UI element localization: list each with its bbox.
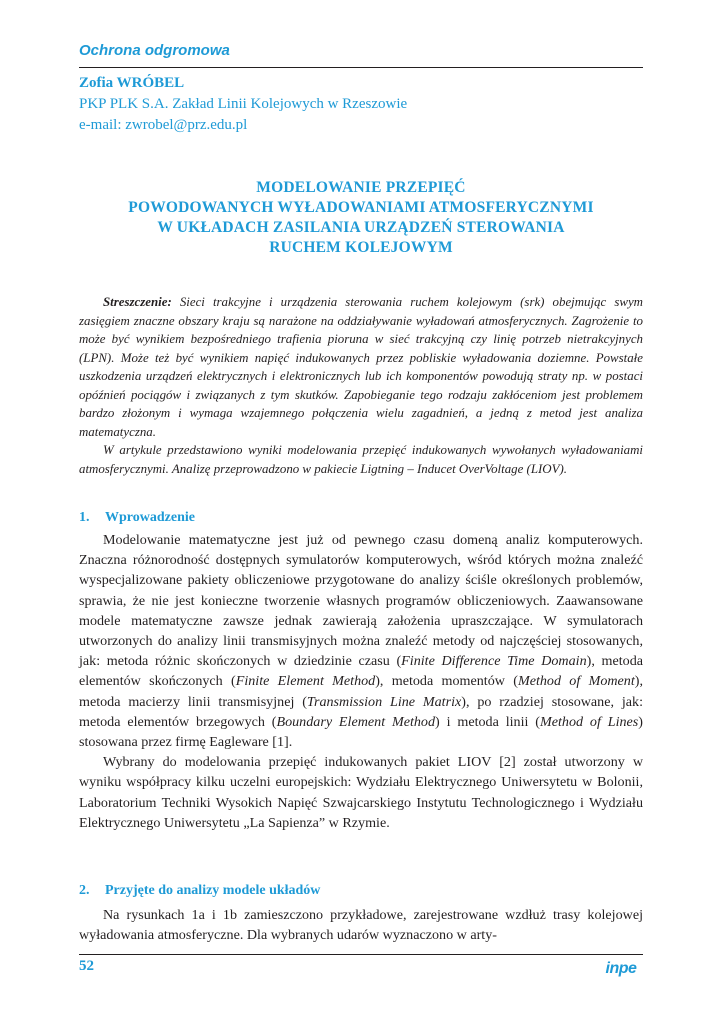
- section-number: 2.: [79, 883, 90, 898]
- text-run: ), metoda momentów (: [375, 673, 518, 690]
- article-title: [79, 178, 643, 258]
- author-name: Zofia WRÓBEL: [79, 75, 185, 91]
- text-run: ) stosowana przez firmę Eagleware [1].: [79, 713, 643, 751]
- method-name: Boundary Element Method: [276, 713, 436, 730]
- title-line: MODELOWANIE PRZEPIĘĆ: [256, 179, 466, 196]
- text-run: ), po rzadziej stosowane, jak: metoda elementów brzegowych (: [79, 693, 643, 730]
- abstract-paragraph: W artykule przedstawiono wyniki modelowania przepięć indukowanych wywołanych wyładowaniami atmosferycznymi. Analizę przeprowadzono w pakiecie Ligtning – Inducet OverVoltage (LIOV).: [79, 443, 643, 476]
- title-line: W UKŁADACH ZASILANIA URZĄDZEŃ STEROWANIA: [157, 219, 565, 236]
- author-block: [79, 73, 639, 136]
- title-line: RUCHEM KOLEJOWYM: [269, 239, 453, 256]
- method-name: Finite Element Method: [235, 673, 376, 690]
- section-title: Wprowadzenie: [105, 510, 195, 525]
- section-number: 1.: [79, 510, 90, 525]
- title-line: POWODOWANYCH WYŁADOWANIAMI ATMOSFERYCZNYMI: [128, 199, 594, 216]
- abstract: [79, 293, 643, 478]
- method-name: Finite Difference Time Domain: [401, 653, 587, 670]
- section-heading: [79, 883, 320, 899]
- abstract-paragraph: [79, 293, 643, 441]
- text-run: ) i metoda linii (: [435, 713, 540, 730]
- body-paragraph: Wybrany do modelowania przepięć indukowanych pakiet LIOV [2] został utworzony w wyniku współpracy kilku uczelni europejskich: Wydziału Elektrycznego Uniwersytetu w Bolonii, Laboratorium Techniki Wysokich Napięć Szwajcarskiego Instytutu Technologicznego i Wydziału Elektrycznego Uniwersytetu „La Sapienza” w Rzymie.: [79, 754, 643, 831]
- section-heading: [79, 510, 195, 526]
- abstract-text: Sieci trakcyjne i urządzenia sterowania ruchem kolejowym (srk) obejmując swym zasięgiem znaczne obszary kraju są narażone na oddziaływanie wyładowań atmosferycznych. Zagrożenie to może być wynikiem bezpośredniego trafienia pioruna w sieć trakcyjną czy linię potrzeb nietrakcyjnych (LPN). Może też być wynikiem napięć indukowanych przez pobliskie wyładowania doziemne. Powstałe uszkodzenia urządzeń elektrycznych i elektronicznych lub ich komponentów powodują straty np. w postaci opóźnień pociągów i związanych z tym skutków. Zapobieganie tego rodzaju zakłóceniom jest problemem bardzo złożonym i wymaga wzajemnego połączenia wielu zagadnień, a jedną z metod jest analiza matematyczna.: [79, 295, 643, 439]
- footer-rule: [79, 954, 643, 955]
- method-name: Method of Moment: [517, 673, 635, 690]
- author-email: e-mail: zwrobel@prz.edu.pl: [79, 117, 248, 133]
- text-run: ), metoda elementów skończonych (: [79, 653, 643, 690]
- section-body: [79, 530, 643, 833]
- publisher-logo: [599, 958, 643, 978]
- author-affiliation: PKP PLK S.A. Zakład Linii Kolejowych w Rzeszowie: [79, 96, 408, 112]
- abstract-label: Streszczenie:: [103, 295, 172, 309]
- body-paragraph: [79, 530, 643, 752]
- running-header: Ochrona odgromowa: [79, 42, 230, 59]
- page-number: 52: [79, 958, 94, 974]
- section-title: Przyjęte do analizy modele układów: [105, 883, 321, 898]
- method-name: Transmission Line Matrix: [306, 693, 462, 710]
- logo-text: inpe: [605, 960, 637, 977]
- body-paragraph: Na rysunkach 1a i 1b zamieszczono przykładowe, zarejestrowane wzdłuż trasy kolejowej wyładowania atmosferyczne. Dla wybranych udarów wyznaczono w arty-: [79, 907, 643, 944]
- text-run: Modelowanie matematyczne jest już od pewnego czasu domeną analiz komputerowych. Znaczna różnorodność dostępnych symulatorów komputerowych, wśród których można znaleźć wyspecjalizowane pakiety obliczeniowe przygotowane do analizy ściśle określonych problemów, sprawia, że nie jest konieczne tworzenie własnych programów obliczeniowych. Zaawansowane modele matematyczne zawsze jednak zawierają założenia upraszczające. W symulatorach utworzonych do analizy linii transmisyjnych można znaleźć metody od najczęściej stosowanych, jak: metoda różnic skończonych w dziedzinie czasu (: [79, 532, 643, 670]
- text-run: ), metoda macierzy linii transmisyjnej (: [79, 673, 643, 710]
- section-body: [79, 905, 643, 945]
- method-name: Method of Lines: [540, 713, 639, 730]
- header-rule: [79, 67, 643, 68]
